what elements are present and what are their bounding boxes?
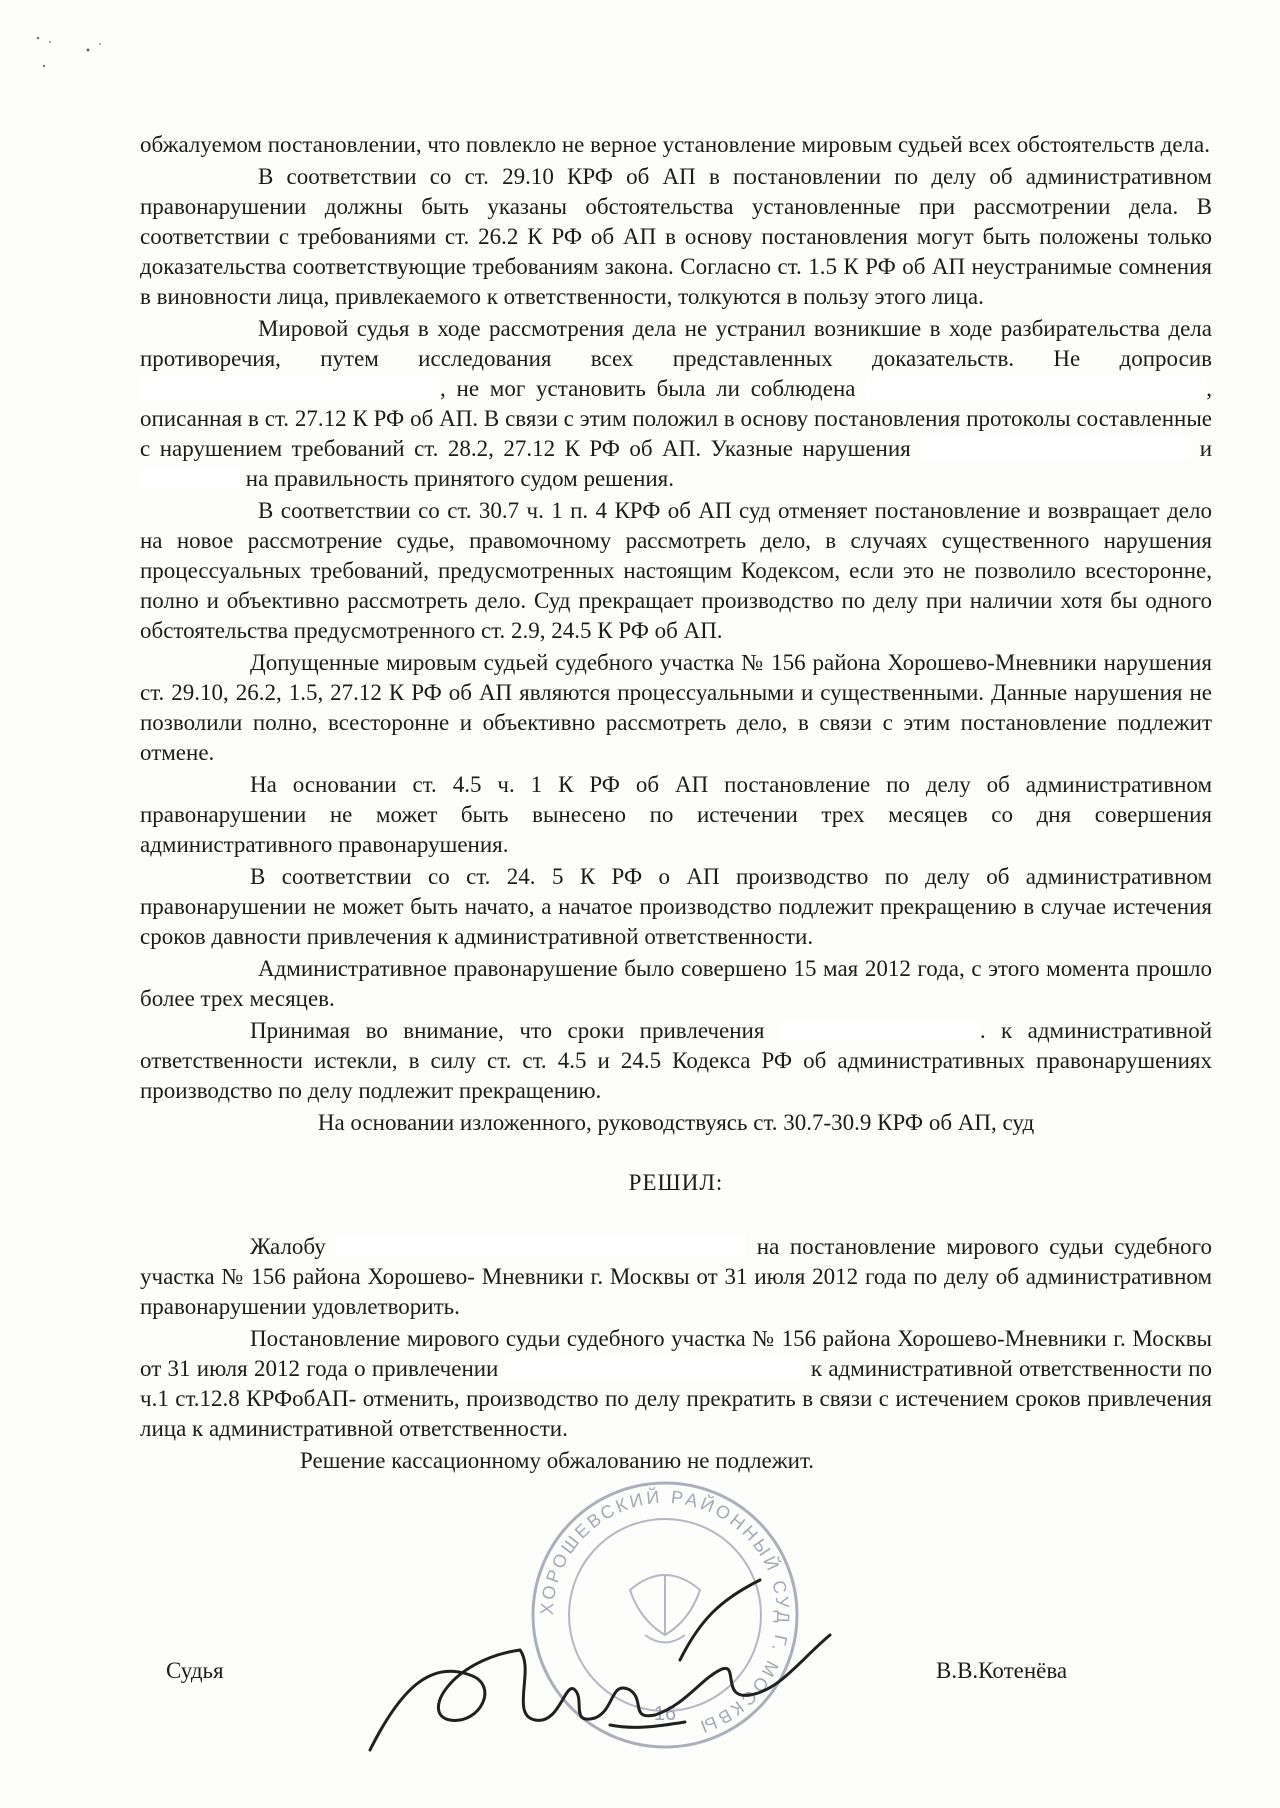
paragraph-7: В соответствии со ст. 24. 5 К РФ о АП производство по делу об административном правонарушении не может быть начато, а начатое производство подлежит прекращению в случае истечения сроков давности привлечения к административной ответственности. [140, 864, 1212, 949]
redacted-applicant [336, 1235, 746, 1257]
paragraph-3-part-e: на правильность принятого судом решения. [245, 466, 675, 491]
paragraph-3-part-b: , не мог установить была ли соблюдена [440, 376, 856, 401]
redacted-procedure [866, 377, 1206, 399]
paragraph-5: Допущенные мировым судьей судебного участка № 156 района Хорошево-Мневники нарушения ст. 29.10, 26.2, 1.5, 27.12 К РФ об АП являются процессуальными и существенными. Данные нарушения не позволили полно, всесторонне и объективно рассмотреть дело, в связи с этим постановление подлежит отмене. [140, 650, 1212, 765]
redacted-effect [140, 467, 240, 489]
paragraph-2: В соответствии со ст. 29.10 КРФ об АП в постановлении по делу об административном правонарушении должны быть указаны обстоятельства установленные при рассмотрении дела. В соответствии с требованиями ст. 26.2 К РФ об АП в основу постановления могут быть положены только доказательства соответствующие требованиям закона. Согласно ст. 1.5 К РФ об АП неустранимые сомнения в виновности лица, привлекаемого к ответственности, толкуются в пользу этого лица. [140, 164, 1212, 309]
paragraph-3-part-c: , описанная в ст. 27.12 К РФ об АП. В связи с этим положил в основу постановления протоколы составленные с нарушением требований ст. 28.2, 27.12 К РФ об АП. Указные нарушения [140, 376, 1212, 461]
paragraph-4: В соответствии со ст. 30.7 ч. 1 п. 4 КРФ об АП суд отменяет постановление и возвращает дело на новое рассмотрение судье, правомочному рассмотреть дело, в случаях существенного нарушения процессуальных требований, предусмотренных настоящим Кодексом, если это не позволило всесторонне, полно и объективно рассмотреть дело. Суд прекращает производство по делу при наличии хотя бы одного обстоятельства предусмотренного ст. 2.9, 24.5 К РФ об АП. [140, 498, 1212, 643]
redacted-person [780, 1019, 980, 1041]
paragraph-6: На основании ст. 4.5 ч. 1 К РФ об АП постановление по делу об административном правонарушении не может быть вынесено по истечении трех месяцев со дня совершения административного правонарушения. [140, 772, 1212, 857]
paragraph-9-part-a: Принимая во внимание, что сроки привлечения [250, 1018, 765, 1043]
decision-ruling-part-a: Постановление мирового судьи судебного участка № 156 района Хорошево-Мневники г. Москвы от 31 июля 2012 года о привлечении [140, 1326, 1212, 1381]
redacted-name [140, 377, 440, 399]
decision-ruling [140, 1324, 1212, 1444]
paragraph-10: На основании изложенного, руководствуясь ст. 30.7-30.9 КРФ об АП, суд [317, 1110, 1035, 1135]
redacted-offender [505, 1357, 805, 1379]
paragraph-1: обжалуемом постановлении, что повлекло не верное установление мировым судьей всех обстоятельств дела. [140, 132, 1210, 157]
paragraph-3-part-a: Мировой судья в ходе рассмотрения дела не устранил возникшие в ходе разбирательства дела противоречия, путем исследования всех представленных доказательств. Не допросив [140, 316, 1212, 371]
decision-complaint-part-b: на постановление мирового судьи судебного участка № 156 района Хорошево- Мневники г. Москвы от 31 июля 2012 года по делу об административном правонарушении удовлетворить. [140, 1234, 1212, 1319]
scan-specks [20, 20, 140, 80]
paragraph-8: Административное правонарушение было совершено 15 мая 2012 года, с этого момента прошло более трех месяцев. [140, 956, 1212, 1011]
paragraph-9-part-b: . к административной ответственности истекли, в силу ст. ст. 4.5 и 24.5 Кодекса РФ об административных правонарушениях производство по делу подлежит прекращению. [140, 1018, 1212, 1103]
decision-appeal-note: Решение кассационному обжалованию не подлежит. [300, 1448, 815, 1473]
paragraph-3-part-d: и [1199, 436, 1213, 461]
decision-complaint [140, 1232, 1212, 1322]
signature-name: В.В.Котенёва [936, 1658, 1068, 1683]
decision-heading: РЕШИЛ: [628, 1170, 724, 1195]
decision-ruling-part-b: к административной ответственности по ч.1 ст.12.8 КРФобАП- отменить, производство по делу прекратить в связи с истечением сроков привлечения лица к административной ответственности. [140, 1356, 1213, 1441]
stamp-ring-text: ХОРОШЕВСКИЙ РАЙОННЫЙ СУД Г. МОСКВЫ [536, 1486, 794, 1738]
signature-role: Судья [166, 1658, 224, 1683]
paragraph-3 [140, 314, 1212, 494]
decision-complaint-part-a: Жалобу [250, 1234, 326, 1259]
judge-signature [360, 1540, 840, 1770]
paragraph-9 [140, 1016, 1212, 1106]
redacted-violation [920, 437, 1190, 459]
document-body [140, 130, 1212, 1476]
stamp-number: 16 [653, 1703, 677, 1725]
